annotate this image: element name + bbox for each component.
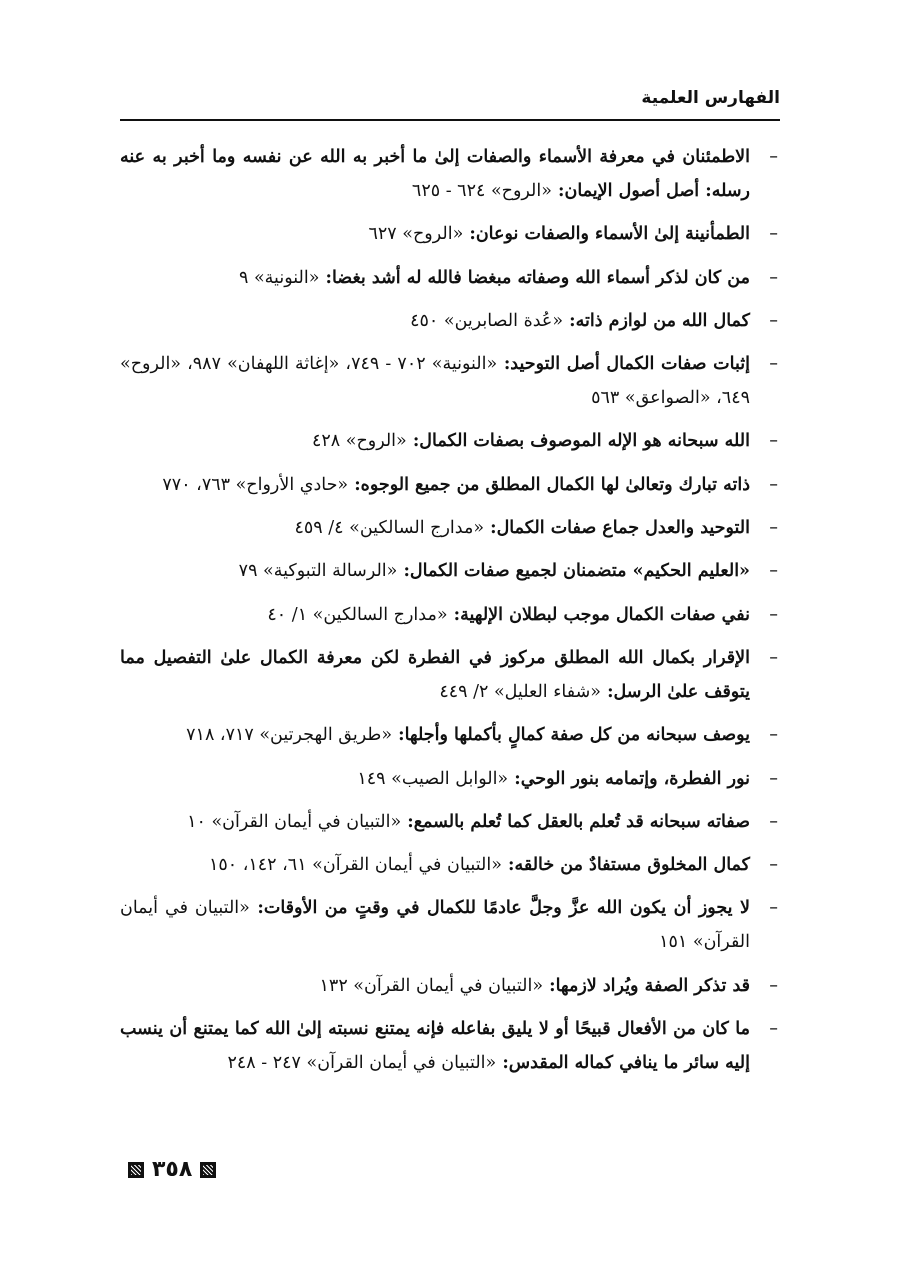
entry-references: «شفاء العليل» ٢/ ٤٤٩ <box>439 681 601 702</box>
entry-bullet: – <box>769 604 778 625</box>
header-rule <box>120 119 780 121</box>
entry-bullet: – <box>769 561 778 582</box>
index-entry <box>120 805 780 839</box>
index-entry <box>120 511 780 545</box>
entry-title: «العليم الحكيم» متضمنان لجميع صفات الكمال: <box>397 561 750 582</box>
entry-title: من كان لذكر أسماء الله وصفاته مبغضا فالله له أشد بغضا: <box>319 267 750 288</box>
entry-bullet: – <box>769 310 778 331</box>
index-entry <box>120 848 780 882</box>
index-entry <box>120 140 780 208</box>
index-entry <box>120 718 780 752</box>
entry-title: الله سبحانه هو الإله الموصوف بصفات الكمال: <box>406 431 750 452</box>
page-footer <box>128 1157 216 1182</box>
index-entry <box>120 598 780 632</box>
entry-bullet: – <box>769 647 778 668</box>
entry-bullet: – <box>769 975 778 996</box>
entry-title: ذاته تبارك وتعالىٰ لها الكمال المطلق من جميع الوجوه: <box>348 474 750 495</box>
index-entry <box>120 468 780 502</box>
entry-bullet: – <box>769 811 778 832</box>
entry-title: نور الفطرة، وإتمامه بنور الوحي: <box>508 768 750 789</box>
entry-references: «الروح» ٦٢٤ - ٦٢٥ <box>411 181 552 201</box>
index-entry <box>120 347 780 415</box>
index-entry <box>120 217 780 251</box>
running-header <box>120 88 780 108</box>
index-entry <box>120 969 780 1003</box>
index-entry <box>120 891 780 959</box>
entry-title: كمال المخلوق مستفادٌ من خالقه: <box>501 855 750 876</box>
index-entry <box>120 424 780 458</box>
ornament-left-icon <box>128 1162 144 1178</box>
entry-title: يوصف سبحانه من كل صفة كمالٍ بأكملها وأجلها: <box>392 725 750 746</box>
index-entry <box>120 261 780 295</box>
entry-references: «التبيان في أيمان القرآن» ٢٤٧ - ٢٤٨ <box>227 1053 497 1074</box>
entry-references: «التبيان في أيمان القرآن» ١٥١ <box>120 898 750 953</box>
entry-bullet: – <box>769 431 778 452</box>
entry-title: نفي صفات الكمال موجب لبطلان الإلهية: <box>447 604 750 625</box>
entry-references: «مدارج السالكين» ٤/ ٤٥٩ <box>294 518 485 539</box>
entry-bullet: – <box>769 898 778 919</box>
entry-bullet: – <box>769 267 778 288</box>
entry-references: «النونية» ٧٠٢ - ٧٤٩، «إغاثة اللهفان» ٩٨٧، «الروح» ٦٤٩، «الصواعق» ٥٦٣ <box>120 354 750 409</box>
entry-references: «التبيان في أيمان القرآن» ١٣٢ <box>319 975 544 996</box>
entry-bullet: – <box>769 224 778 245</box>
entry-title: لا يجوز أن يكون الله عزَّ وجلَّ عادمًا للكمال في وقتٍ من الأوقات: <box>249 898 750 919</box>
page-number: ٣٥٨ <box>152 1157 193 1182</box>
index-entry <box>120 304 780 338</box>
entry-references: «الروح» ٦٢٧ <box>368 224 464 245</box>
entry-title: الطمأنينة إلىٰ الأسماء والصفات نوعان: <box>463 224 750 245</box>
entry-bullet: – <box>769 354 778 375</box>
entry-bullet: – <box>769 855 778 876</box>
entry-references: «التبيان في أيمان القرآن» ٦١، ١٤٢، ١٥٠ <box>208 855 502 876</box>
entry-references: «طريق الهجرتين» ٧١٧، ٧١٨ <box>186 725 393 746</box>
entry-title: إثبات صفات الكمال أصل التوحيد: <box>497 354 750 375</box>
entry-bullet: – <box>769 725 778 746</box>
index-entry <box>120 1012 780 1080</box>
entry-title: الاطمئنان في معرفة الأسماء والصفات إلىٰ ما أخبر به الله عن نفسه وما أخبر به عنه رسله: أصل أصول الإيمان: <box>120 147 750 201</box>
entry-references: «النونية» ٩ <box>238 267 320 288</box>
entry-references: «الروح» ٤٢٨ <box>311 431 407 452</box>
index-entry <box>120 554 780 588</box>
entry-bullet: – <box>769 147 778 167</box>
index-entries <box>120 140 780 1089</box>
entry-bullet: – <box>769 1019 778 1040</box>
entry-bullet: – <box>769 768 778 789</box>
entry-title: الإقرار بكمال الله المطلق مركوز في الفطرة لكن معرفة الكمال علىٰ التفصيل مما يتوقف علىٰ الرسل: <box>120 647 750 702</box>
entry-references: «الرسالة التبوكية» ٧٩ <box>238 561 398 582</box>
entry-title: ما كان من الأفعال قبيحًا أو لا يليق بفاعله فإنه يمتنع نسبته إلىٰ الله كما يمتنع أن ينسب إليه سائر ما ينافي كماله المقدس: <box>120 1019 750 1074</box>
entry-references: «حادي الأرواح» ٧٦٣، ٧٧٠ <box>162 474 349 495</box>
entry-title: كمال الله من لوازم ذاته: <box>563 310 750 331</box>
entry-bullet: – <box>769 474 778 495</box>
entry-bullet: – <box>769 518 778 539</box>
entry-title: التوحيد والعدل جماع صفات الكمال: <box>484 518 750 539</box>
entry-title: صفاته سبحانه قد تُعلم بالعقل كما تُعلم بالسمع: <box>401 811 750 832</box>
header-title: الفهارس العلمية <box>641 88 780 108</box>
entry-references: «الوابل الصيب» ١٤٩ <box>357 768 509 789</box>
index-entry <box>120 641 780 709</box>
entry-references: «عُدة الصابرين» ٤٥٠ <box>410 310 564 331</box>
entry-references: «مدارج السالكين» ١/ ٤٠ <box>267 604 448 625</box>
index-entry <box>120 762 780 796</box>
ornament-right-icon <box>200 1162 216 1178</box>
entry-title: قد تذكر الصفة ويُراد لازمها: <box>543 975 750 996</box>
entry-references: «التبيان في أيمان القرآن» ١٠ <box>187 811 402 832</box>
